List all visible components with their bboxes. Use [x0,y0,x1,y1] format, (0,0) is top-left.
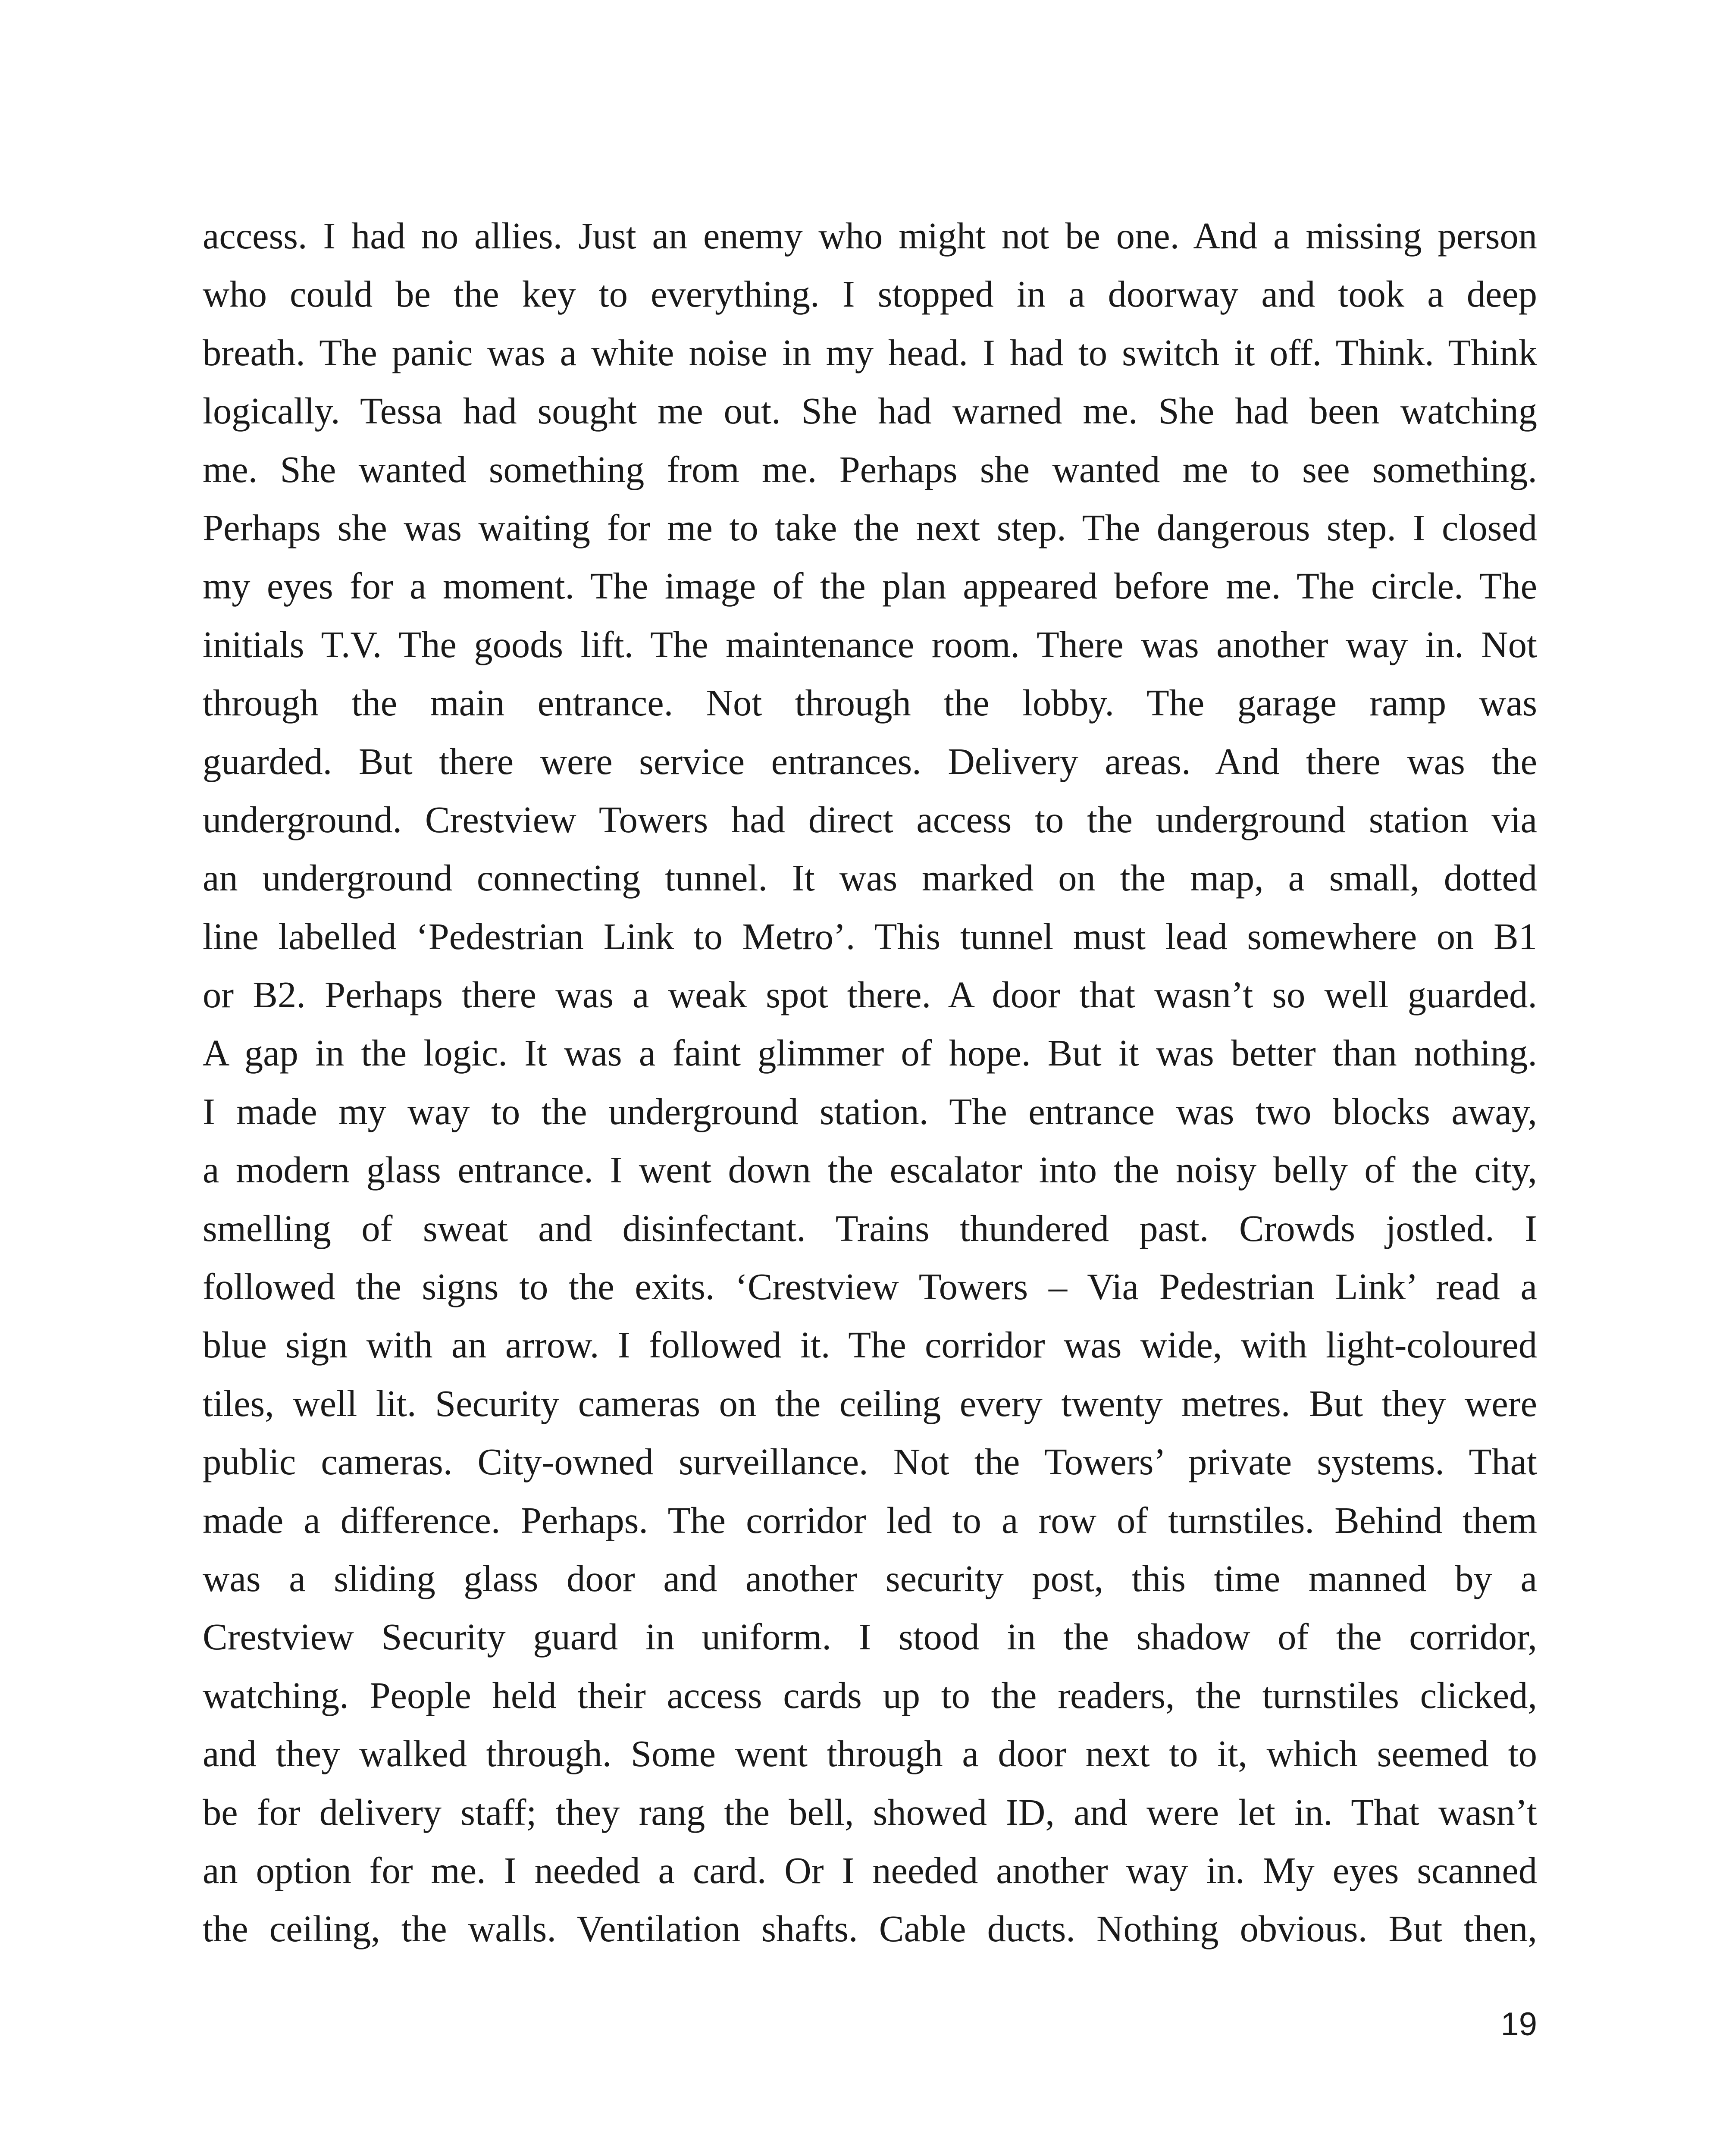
text-line: blue sign with an arrow. I followed it. The corridor was wide, with light-coloured [203,1324,1537,1366]
text-line: made a difference. Perhaps. The corridor led to a row of turnstiles. Behind them [203,1499,1537,1541]
text-line: through the main entrance. Not through the lobby. The garage ramp was [203,682,1537,724]
text-line: an underground connecting tunnel. It was marked on the map, a small, dotted [203,857,1537,899]
text-line: access. I had no allies. Just an enemy who might not be one. And a missing person [203,215,1537,257]
text-line: me. She wanted something from me. Perhaps she wanted me to see something. [203,448,1537,490]
body-text [203,207,1537,1959]
text-line: line labelled ‘Pedestrian Link to Metro’. This tunnel must lead somewhere on B1 [203,915,1537,957]
text-line: guarded. But there were service entrances. Delivery areas. And there was the [203,740,1537,782]
text-line: logically. Tessa had sought me out. She had warned me. She had been watching [203,390,1537,432]
text-line: smelling of sweat and disinfectant. Trains thundered past. Crowds jostled. I [203,1207,1537,1249]
text-line: watching. People held their access cards up to the readers, the turnstiles clicked, [203,1674,1537,1716]
text-line: initials T.V. The goods lift. The maintenance room. There was another way in. Not [203,624,1537,665]
text-line: breath. The panic was a white noise in my head. I had to switch it off. Think. Think [203,332,1537,373]
text-line: followed the signs to the exits. ‘Crestview Towers – Via Pedestrian Link’ read a [203,1266,1537,1308]
text-line: Crestview Security guard in uniform. I stood in the shadow of the corridor, [203,1616,1537,1658]
text-line: I made my way to the underground station. The entrance was two blocks away, [203,1091,1537,1132]
text-line: my eyes for a moment. The image of the plan appeared before me. The circle. The [203,565,1537,607]
text-line: or B2. Perhaps there was a weak spot there. A door that wasn’t so well guarded. [203,974,1537,1016]
text-line: the ceiling, the walls. Ventilation shafts. Cable ducts. Nothing obvious. But then, [203,1908,1537,1950]
text-line: tiles, well lit. Security cameras on the ceiling every twenty metres. But they were [203,1382,1537,1424]
text-line: a modern glass entrance. I went down the escalator into the noisy belly of the city, [203,1149,1537,1191]
text-line: underground. Crestview Towers had direct access to the underground station via [203,799,1537,840]
text-line: be for delivery staff; they rang the bell, showed ID, and were let in. That wasn’t [203,1791,1537,1833]
text-line: A gap in the logic. It was a faint glimmer of hope. But it was better than nothing. [203,1032,1537,1074]
page-number: 19 [1500,2006,1537,2043]
text-line: who could be the key to everything. I stopped in a doorway and took a deep [203,273,1537,315]
text-line: and they walked through. Some went through a door next to it, which seemed to [203,1733,1537,1775]
text-line: an option for me. I needed a card. Or I needed another way in. My eyes scanned [203,1849,1537,1891]
text-line: public cameras. City-owned surveillance. Not the Towers’ private systems. That [203,1441,1537,1483]
text-line: was a sliding glass door and another security post, this time manned by a [203,1557,1537,1599]
text-line: Perhaps she was waiting for me to take the next step. The dangerous step. I closed [203,507,1537,548]
